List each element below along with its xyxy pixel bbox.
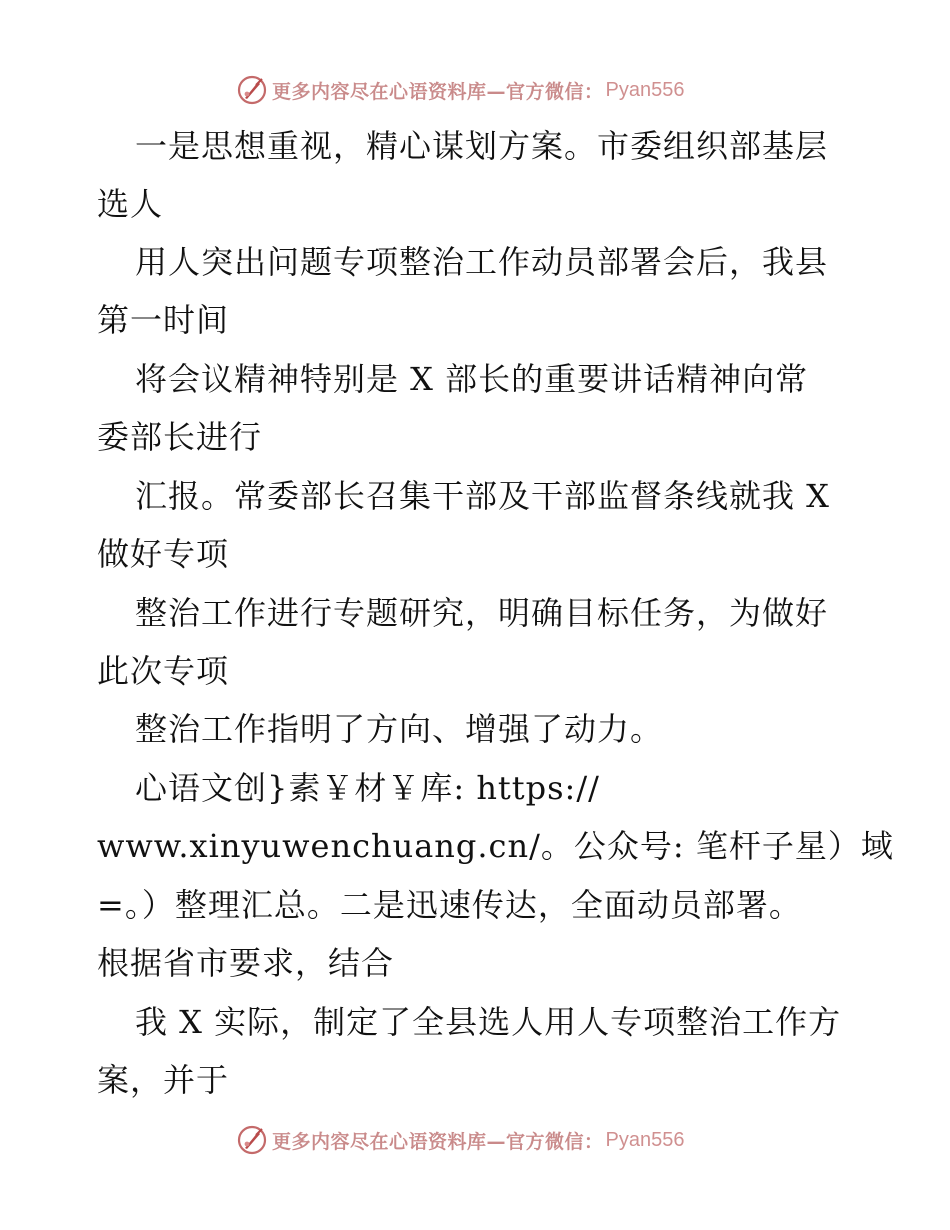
- header-banner-id: Pyan556: [605, 78, 685, 101]
- text-line: 整治工作指明了方向、增强了动力。: [135, 710, 664, 748]
- text-line: 此次专项: [97, 652, 230, 690]
- text-line: 心语文创}素￥材￥库: https://: [135, 769, 600, 807]
- text-line: 用人突出问题专项整治工作动员部署会后，我县: [135, 243, 829, 281]
- text-line: 第一时间: [97, 301, 230, 339]
- text-line: 我 X 实际，制定了全县选人用人专项整治工作方: [135, 1003, 842, 1041]
- text-line: www.xinyuwenchuang.cn/。公众号: 笔杆子星）域: [97, 827, 894, 865]
- header-banner-text: 更多内容尽在心语资料库—官方微信：: [272, 80, 604, 103]
- text-line: 案，并于: [97, 1061, 230, 1099]
- text-line: 一是思想重视，精心谋划方案。市委组织部基层: [135, 127, 829, 165]
- text-line: 根据省市要求，结合: [97, 944, 395, 982]
- text-line: 选人: [97, 185, 164, 223]
- text-line: 将会议精神特别是 X 部长的重要讲话精神向常: [135, 360, 809, 398]
- footer-banner: [236, 1122, 716, 1158]
- text-line: 委部长进行: [97, 418, 263, 456]
- text-line: 汇报。常委部长召集干部及干部监督条线就我 X: [135, 477, 830, 515]
- footer-banner-text: 更多内容尽在心语资料库—官方微信：: [272, 1130, 604, 1153]
- text-line: =。）整理汇总。二是迅速传达，全面动员部署。: [97, 886, 802, 924]
- text-line: 做好专项: [97, 535, 230, 573]
- text-line: 整治工作进行专题研究，明确目标任务，为做好: [135, 594, 829, 632]
- footer-banner-id: Pyan556: [605, 1128, 685, 1151]
- quill-logo-icon: [236, 1124, 268, 1156]
